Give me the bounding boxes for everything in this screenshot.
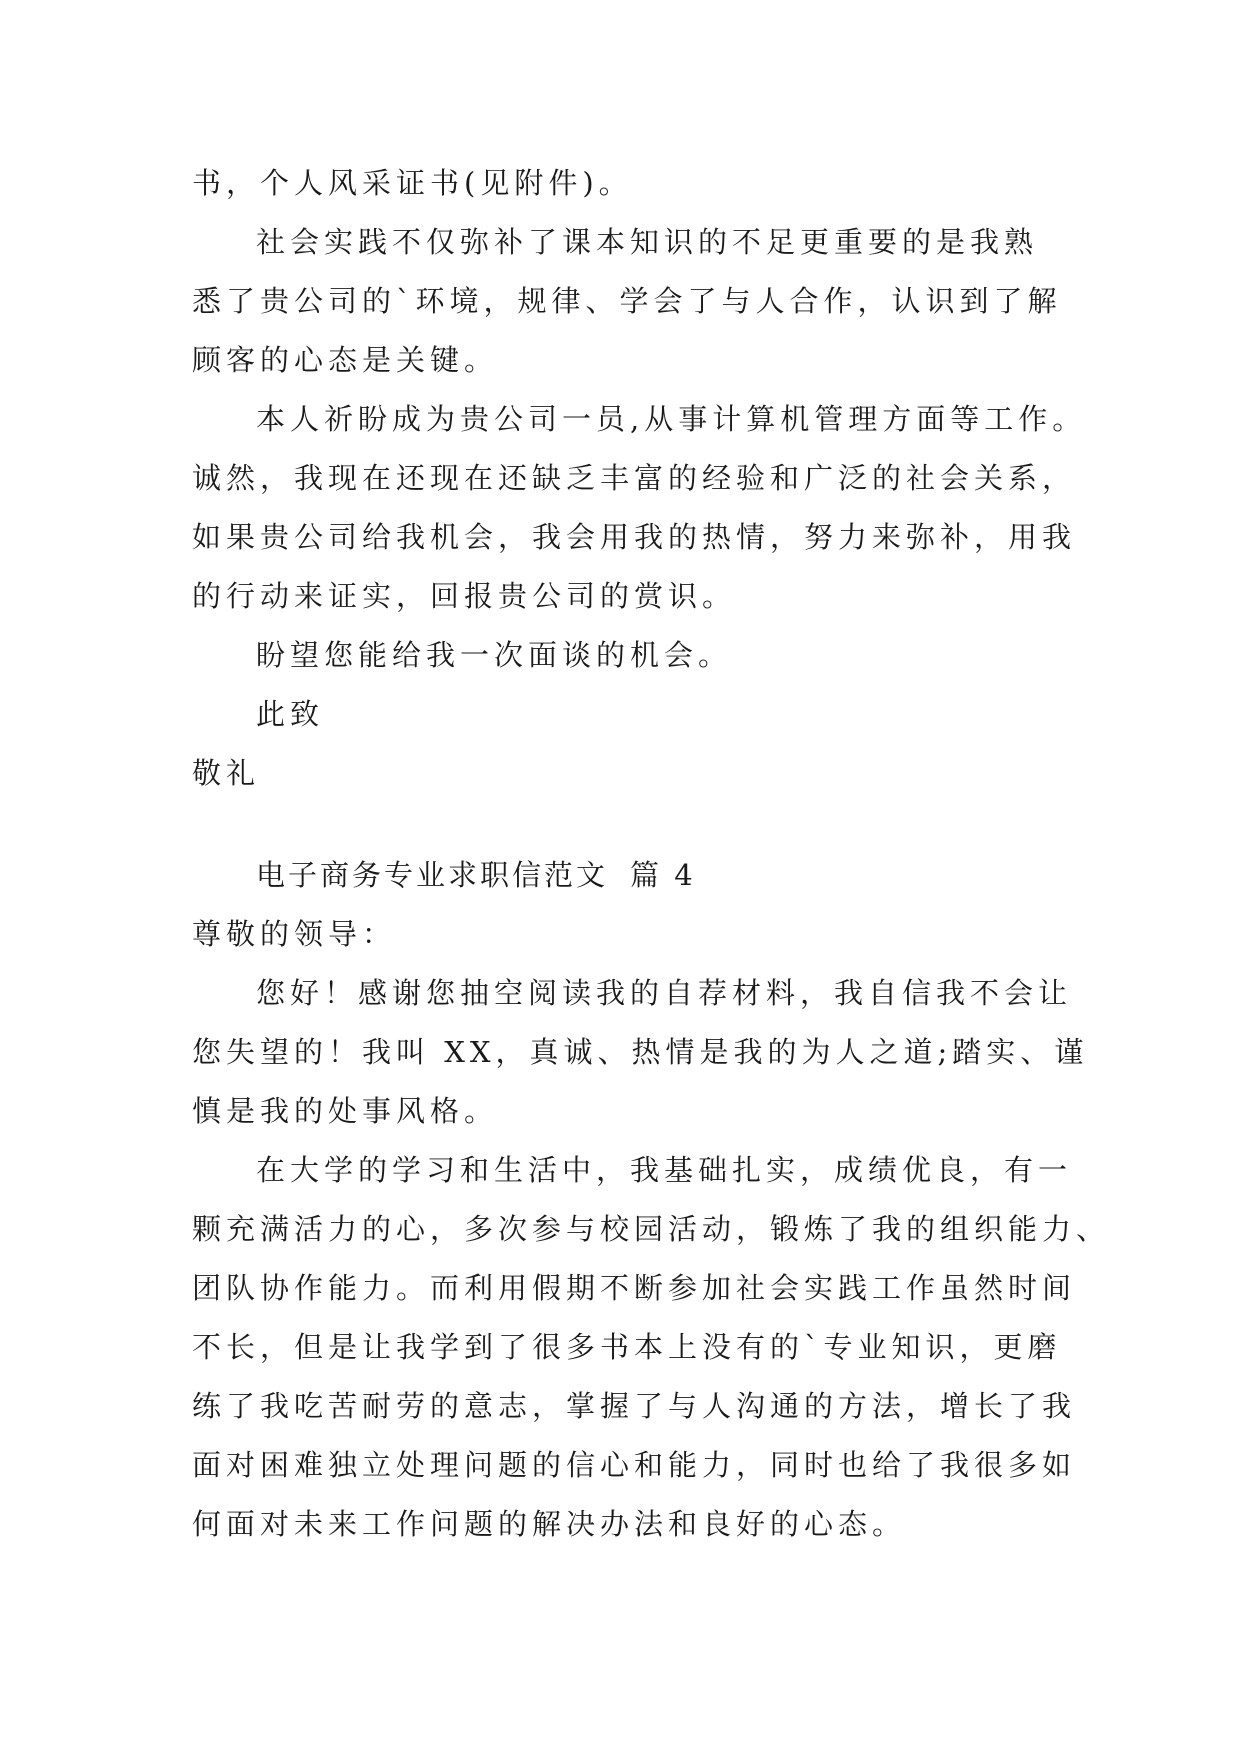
text-line: 书，个人风采证书(见附件)。 [192,166,633,200]
closing-salutation: 此致 [256,697,325,731]
text-line: 顾客的心态是关键。 [192,343,499,377]
text-line: 您失望的！我叫 XX，真诚、热情是我的为人之道;踏实、谨 [192,1035,1089,1069]
text-line: 练了我吃苦耐劳的意志，掌握了与人沟通的方法，增长了我 [192,1389,1077,1423]
text-line: 的行动来证实，回报贵公司的赏识。 [192,579,737,613]
text-line: 面对困难独立处理问题的信心和能力，同时也给了我很多如 [192,1448,1077,1482]
text-line: 如果贵公司给我机会，我会用我的热情，努力来弥补，用我 [192,520,1077,554]
section-heading-number: 篇 4 [630,858,696,892]
text-line: 颗充满活力的心，多次参与校园活动，锻炼了我的组织能力、 [192,1212,1111,1246]
letter-body-section-4 [192,905,1111,1554]
letter-body-section-3 [192,154,1087,803]
section-heading [256,846,696,905]
text-line: 本人祈盼成为贵公司一员,从事计算机管理方面等工作。 [256,402,1087,436]
text-line: 慎是我的处事风格。 [192,1094,499,1128]
closing-regards: 敬礼 [192,756,261,790]
text-line: 您好！感谢您抽空阅读我的自荐材料，我自信我不会让 [256,976,1073,1010]
text-line: 团队协作能力。而利用假期不断参加社会实践工作虽然时间 [192,1271,1077,1305]
text-line: 在大学的学习和生活中，我基础扎实，成绩优良，有一 [256,1153,1073,1187]
text-line: 悉了贵公司的`环境，规律、学会了与人合作，认识到了解 [192,284,1062,318]
greeting: 尊敬的领导： [192,917,397,951]
text-line: 何面对未来工作问题的解决办法和良好的心态。 [192,1507,907,1541]
text-line: 社会实践不仅弥补了课本知识的不足更重要的是我熟 [256,225,1039,259]
section-heading-title: 电子商务专业求职信范文 [256,858,609,892]
text-line: 诚然，我现在还现在还缺乏丰富的经验和广泛的社会关系， [192,461,1077,495]
text-line: 盼望您能给我一次面谈的机会。 [256,638,733,672]
text-line: 不长，但是让我学到了很多书本上没有的`专业知识，更磨 [192,1330,1062,1364]
